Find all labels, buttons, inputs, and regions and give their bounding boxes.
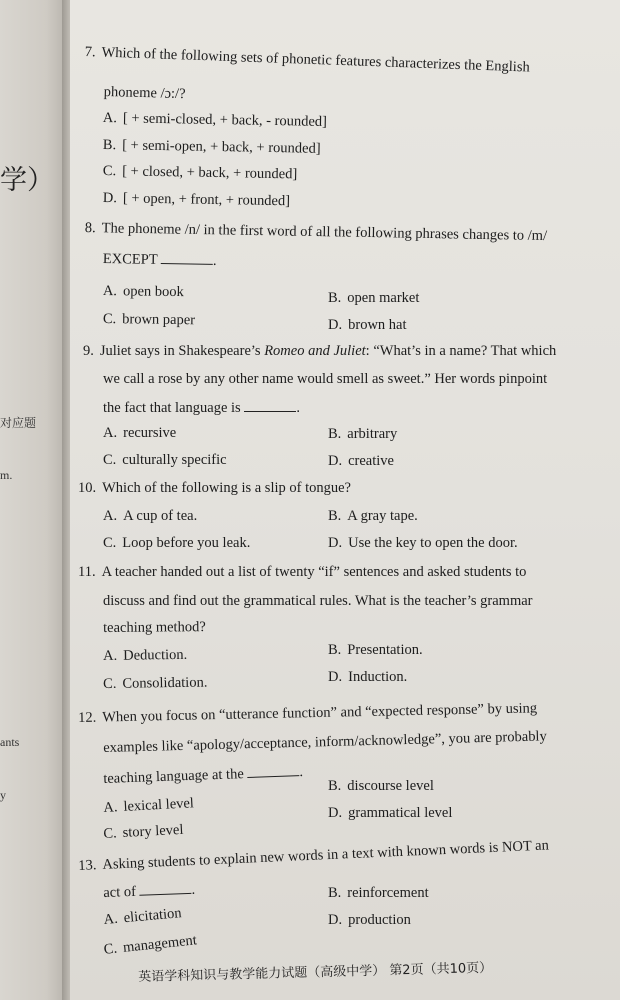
question-12-option-b: B. discourse level [328,778,434,794]
question-9-stem-cont: we call a rose by any other name would smell as sweet.” Her words pinpoint [103,371,548,387]
answer-blank [161,251,213,265]
answer-blank [139,881,191,896]
question-13-stem: 13. Asking students to explain new words in a text with known words is NOT an [78,837,550,874]
question-11-stem: 11. A teacher handed out a list of twenty “if” sentences and asked students to [78,564,527,580]
question-13-option-b: B. reinforcement [328,885,429,901]
question-13-stem-cont: act of . [103,881,196,901]
margin-fragment: y [0,788,6,802]
question-8-option-a: A. open book [102,283,184,301]
answer-blank [244,399,296,412]
question-9-option-c: C. culturally specific [103,452,227,468]
question-9-option-a: A. recursive [103,425,177,441]
question-9-stem: 9. Juliet says in Shakespeare’s Romeo and Juliet: “What’s in a name? That which [83,343,557,359]
question-7-stem-cont: phoneme /ɔ:/? [103,84,186,103]
question-11-option-b: B. Presentation. [328,642,423,658]
question-9-option-d: D. creative [328,453,394,469]
question-7-option-d: D. [ + open, + front, + rounded] [102,190,291,210]
question-11-option-d: D. Induction. [328,669,408,685]
margin-fragment: ants [0,735,20,749]
question-8-option-d: D. brown hat [328,317,407,333]
question-11-option-a: A. Deduction. [103,646,188,664]
question-7-stem: 7. Which of the following sets of phonetic features characterizes the English [84,44,531,76]
question-9-stem-cont: the fact that language is . [103,400,300,416]
question-10-stem: 10. Which of the following is a slip of tongue? [78,480,351,496]
question-10-option-c: C. Loop before you leak. [103,535,251,551]
question-12-stem: 12. When you focus on “utterance function” and “expected response” by using [78,700,538,726]
question-12-stem-cont: teaching language at the . [103,764,304,787]
margin-fragment: m. [0,468,13,482]
question-8-option-b: B. open market [328,290,420,306]
question-13-option-a: A. elicitation [103,905,183,928]
answer-blank [247,763,299,778]
question-13-option-c: C. management [103,932,198,958]
question-11-option-c: C. Consolidation. [103,674,208,692]
question-7-option-c: C. [ + closed, + back, + rounded] [102,163,298,183]
margin-fragment: 对应题 [0,416,37,430]
question-7-option-b: B. [ + semi-open, + back, + rounded] [102,137,321,157]
question-10-option-b: B. A gray tape. [328,508,418,524]
margin-fragment: 学） [0,165,54,196]
question-12-stem-cont: examples like “apology/acceptance, inform/acknowledge”, you are probably [103,728,547,756]
question-8-option-c: C. brown paper [102,311,196,329]
question-8-stem: 8. The phoneme /n/ in the first word of all the following phrases changes to /m/ [84,220,548,245]
question-9-option-b: B. arbitrary [328,426,398,442]
question-12-option-d: D. grammatical level [328,805,453,821]
question-10-option-d: D. Use the key to open the door. [328,535,518,551]
page-footer: 英语学科知识与教学能力试题（高级中学） 第2页（共10页） [138,960,493,985]
adjacent-page [0,0,66,1000]
question-10-option-a: A. A cup of tea. [103,508,198,524]
question-12-option-c: C. story level [103,821,184,842]
question-12-option-a: A. lexical level [103,795,195,816]
question-11-stem-cont: discuss and find out the grammatical rules. What is the teacher’s grammar [103,593,533,609]
question-13-option-d: D. production [328,912,411,928]
question-11-stem-cont: teaching method? [103,619,206,636]
exam-page [70,0,620,1000]
question-8-stem-cont: EXCEPT . [102,250,217,269]
question-7-option-a: A. [ + semi-closed, + back, - rounded] [102,110,328,130]
